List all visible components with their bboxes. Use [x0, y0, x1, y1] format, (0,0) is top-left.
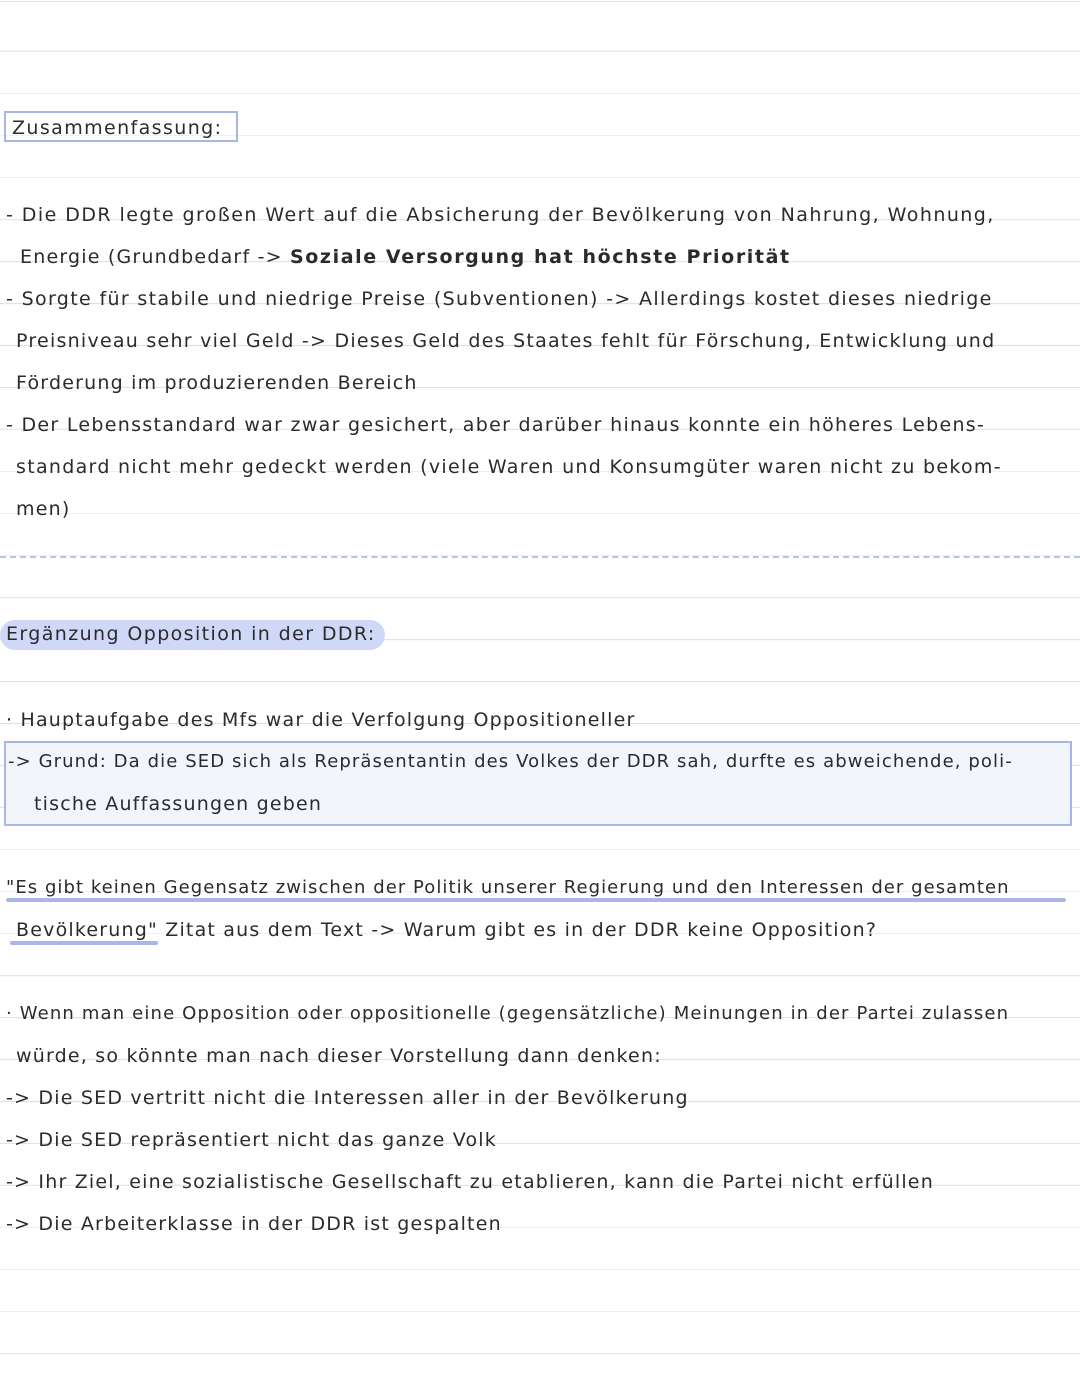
summary-line-2-bold: Soziale Versorgung hat höchste Priorität — [289, 246, 791, 268]
summary-heading-box — [4, 111, 238, 142]
answer-point-1: -> Die SED vertritt nicht die Interessen aller in der Bevölkerung — [6, 1087, 689, 1109]
answer-point-3: -> Ihr Ziel, eine sozialistische Gesellschaft zu etablieren, kann die Partei nicht erfüllen — [6, 1171, 934, 1193]
section-divider — [0, 556, 1080, 558]
summary-line-1: - Die DDR legte großen Wert auf die Absicherung der Bevölkerung von Nahrung, Wohnung, — [6, 204, 995, 226]
summary-line-4: Preisniveau sehr viel Geld -> Dieses Geld des Staates fehlt für Förschung, Entwicklung und — [16, 330, 996, 352]
answer-intro-1: · Wenn man eine Opposition oder oppositionelle (gegensätzliche) Meinungen in der Partei zulassen — [6, 1003, 1010, 1024]
answer-intro-2: würde, so könnte man nach dieser Vorstellung dann denken: — [16, 1045, 662, 1067]
summary-line-6: - Der Lebensstandard war zwar gesichert, aber darüber hinaus konnte ein höheres Lebens- — [6, 414, 986, 436]
opposition-task: · Hauptaufgabe des Mfs war die Verfolgung Oppositioneller — [6, 709, 636, 731]
summary-line-3: - Sorgte für stabile und niedrige Preise (Subventionen) -> Allerdings kostet dieses niedrige — [6, 288, 993, 310]
opposition-heading: Ergänzung Opposition in der DDR: — [6, 623, 376, 645]
opposition-heading-pill — [0, 620, 385, 650]
summary-line-8: men) — [16, 498, 71, 520]
summary-line-5: Förderung im produzierenden Bereich — [16, 372, 418, 394]
grund-line-1: -> Grund: Da die SED sich als Repräsentantin des Volkes der DDR sah, durfte es abweichende, poli- — [8, 751, 1013, 772]
answer-point-2: -> Die SED repräsentiert nicht das ganze Volk — [6, 1129, 497, 1151]
summary-heading: Zusammenfassung: — [12, 117, 223, 139]
summary-line-2 — [20, 236, 791, 278]
quote-line-1: "Es gibt keinen Gegensatz zwischen der Politik unserer Regierung und den Interessen der gesamten — [6, 877, 1010, 898]
summary-line-2-text: Energie (Grundbedarf -> — [20, 246, 290, 268]
answer-point-4: -> Die Arbeiterklasse in der DDR ist gespalten — [6, 1213, 502, 1235]
quote-line-2: Bevölkerung" Zitat aus dem Text -> Warum gibt es in der DDR keine Opposition? — [16, 919, 878, 941]
grund-line-2: tische Auffassungen geben — [34, 793, 323, 815]
summary-line-7: standard nicht mehr gedeckt werden (viele Waren und Konsumgüter waren nicht zu bekom- — [16, 456, 1002, 478]
